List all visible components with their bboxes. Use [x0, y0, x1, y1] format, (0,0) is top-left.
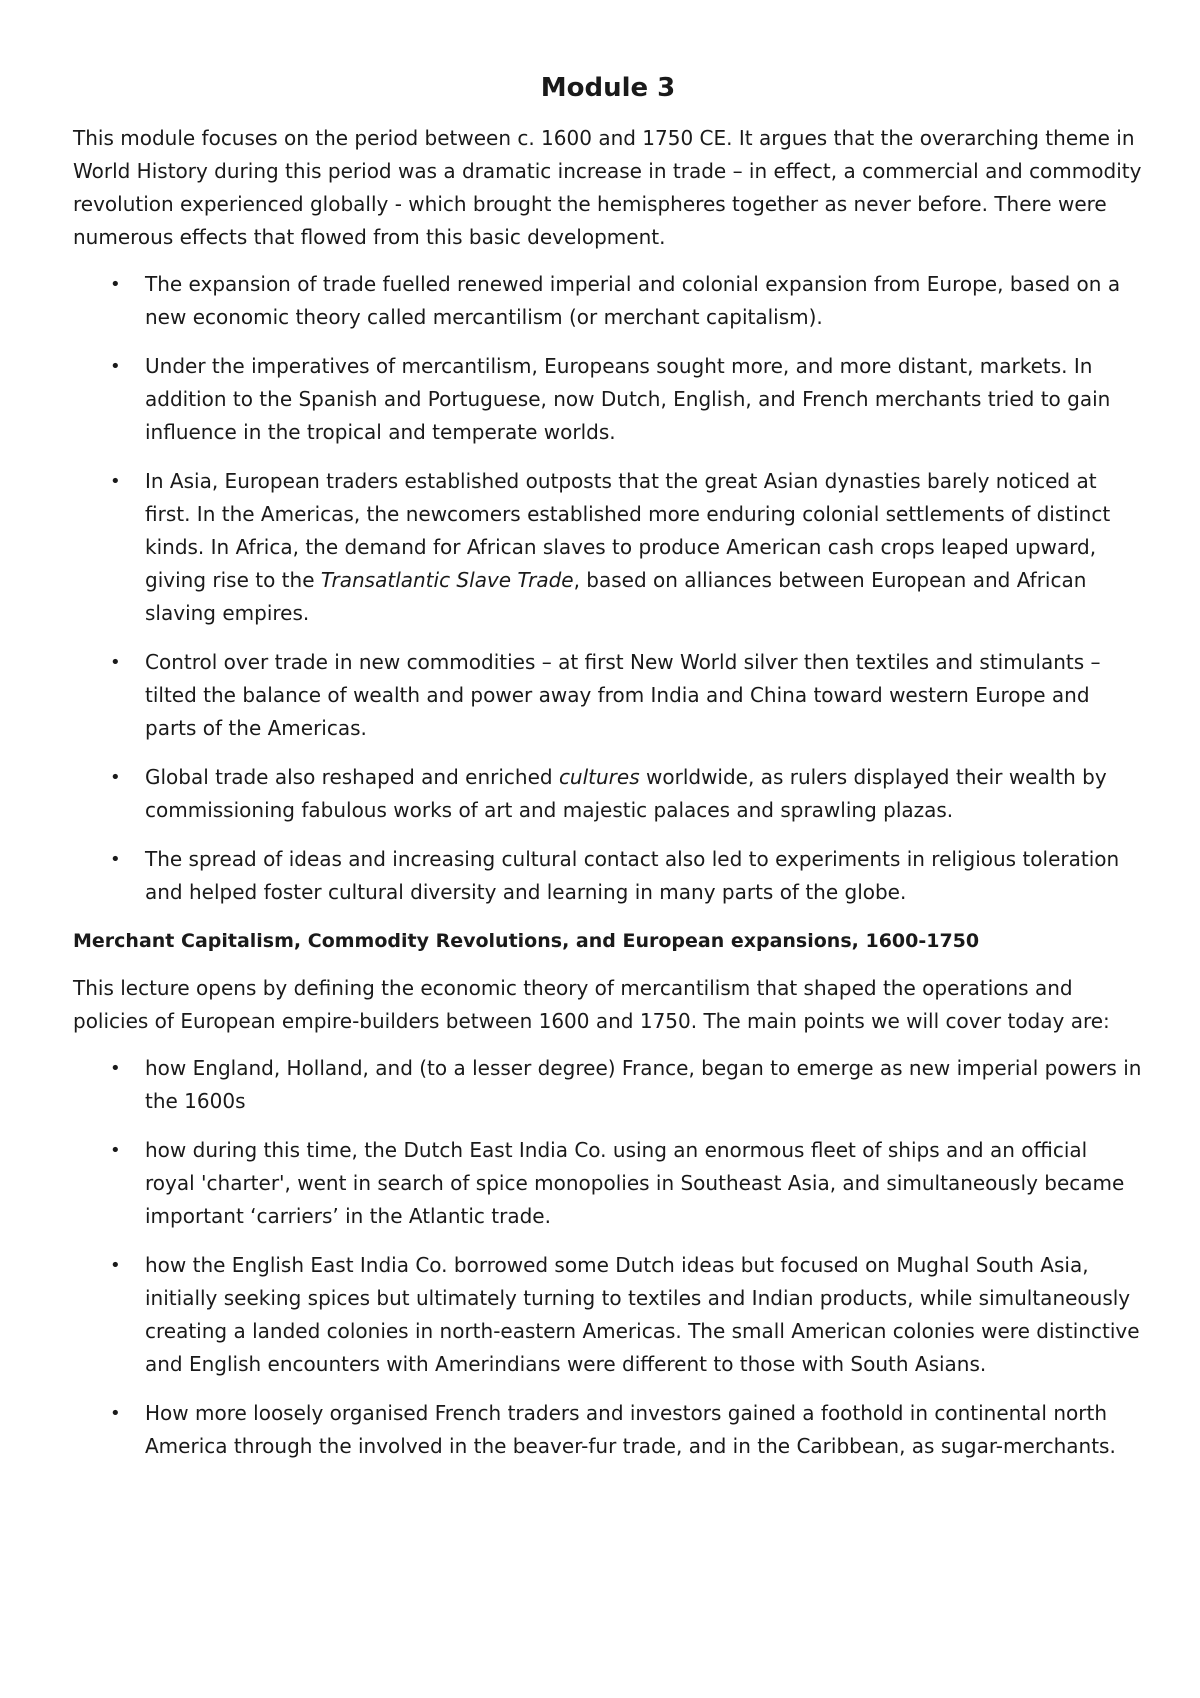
list-item-text: Global trade also reshaped and enriched — [145, 764, 559, 789]
list-item — [73, 465, 1143, 630]
list-item-text: The expansion of trade fuelled renewed imperial and colonial expansion from Europe, based on a new economic theory called mercantilism (or merchant capitalism). — [145, 271, 1121, 329]
list-item-text: how England, Holland, and (to a lesser degree) France, began to emerge as new imperial powers in the 1600s — [145, 1055, 1142, 1113]
list-item-text: worldwide, as rulers displayed their wealth by commissioning fabulous works of art and majestic palaces and sprawling plazas. — [145, 764, 1107, 822]
bullet-icon: • — [110, 766, 121, 788]
bullet-icon: • — [110, 651, 121, 673]
points-list — [73, 1052, 1143, 1463]
list-item-text: how during this time, the Dutch East India Co. using an enormous fleet of ships and an official royal 'charter', went in search of spice monopolies in Southeast Asia, and simultaneously became important ‘carriers’ in the Atlantic trade. — [145, 1137, 1125, 1228]
list-item — [73, 1052, 1143, 1118]
document-page — [73, 72, 1143, 1479]
list-item-text: Under the imperatives of mercantilism, Europeans sought more, and more distant, markets. In addition to the Spanish and Portuguese, now Dutch, English, and French merchants tried to gain influence in the tropical and temperate worlds. — [145, 353, 1111, 444]
effects-list — [73, 268, 1143, 909]
list-item-text: In Asia, European traders established outposts that the great Asian dynasties barely noticed at first. In the Americas, the newcomers established more enduring colonial settlements of distinct kinds. In Africa, the demand for African slaves to produce American cash crops leaped upward, giving rise to the — [145, 468, 1111, 592]
list-item-emphasis: Transatlantic Slave Trade — [320, 567, 574, 592]
list-item — [73, 1249, 1143, 1381]
bullet-icon: • — [110, 470, 121, 492]
bullet-icon: • — [110, 1254, 121, 1276]
list-item — [73, 268, 1143, 334]
bullet-icon: • — [110, 273, 121, 295]
intro-paragraph: This module focuses on the period between c. 1600 and 1750 CE. It argues that the overarching theme in World History during this period was a dramatic increase in trade – in effect, a commercial and commodity revolution experienced globally - which brought the hemispheres together as never before. There were numerous effects that flowed from this basic development. — [73, 125, 1142, 249]
lecture-intro-paragraph: This lecture opens by defining the economic theory of mercantilism that shaped the operations and policies of European empire-builders between 1600 and 1750. The main points we will cover today are: — [73, 975, 1110, 1033]
page-title: Module 3 — [540, 73, 676, 103]
bullet-icon: • — [110, 355, 121, 377]
list-item — [73, 761, 1143, 827]
list-item — [73, 350, 1143, 449]
list-item-text: , based on alliances between European and African slaving empires. — [145, 567, 1087, 625]
list-item-text: Control over trade in new commodities – at first New World silver then textiles and stimulants – tilted the balance of wealth and power away from India and China toward western Europe and parts of the Americas. — [145, 649, 1101, 740]
bullet-icon: • — [110, 1057, 121, 1079]
list-item — [73, 1397, 1143, 1463]
list-item-emphasis: cultures — [558, 764, 640, 789]
list-item-text: The spread of ideas and increasing cultural contact also led to experiments in religious toleration and helped foster cultural diversity and learning in many parts of the globe. — [145, 846, 1120, 904]
lecture-heading: Merchant Capitalism, Commodity Revolutions, and European expansions, 1600-1750 — [73, 929, 980, 952]
bullet-icon: • — [110, 848, 121, 870]
list-item — [73, 1134, 1143, 1233]
list-item — [73, 843, 1143, 909]
list-item — [73, 646, 1143, 745]
list-item-text: how the English East India Co. borrowed some Dutch ideas but focused on Mughal South Asia, initially seeking spices but ultimately turning to textiles and Indian products, while simultaneously creating a landed colonies in north-eastern Americas. The small American colonies were distinctive and English encounters with Amerindians were different to those with South Asians. — [145, 1252, 1140, 1376]
bullet-icon: • — [110, 1402, 121, 1424]
list-item-text: How more loosely organised French traders and investors gained a foothold in continental north America through the involved in the beaver-fur trade, and in the Caribbean, as sugar-merchants. — [145, 1400, 1116, 1458]
bullet-icon: • — [110, 1139, 121, 1161]
